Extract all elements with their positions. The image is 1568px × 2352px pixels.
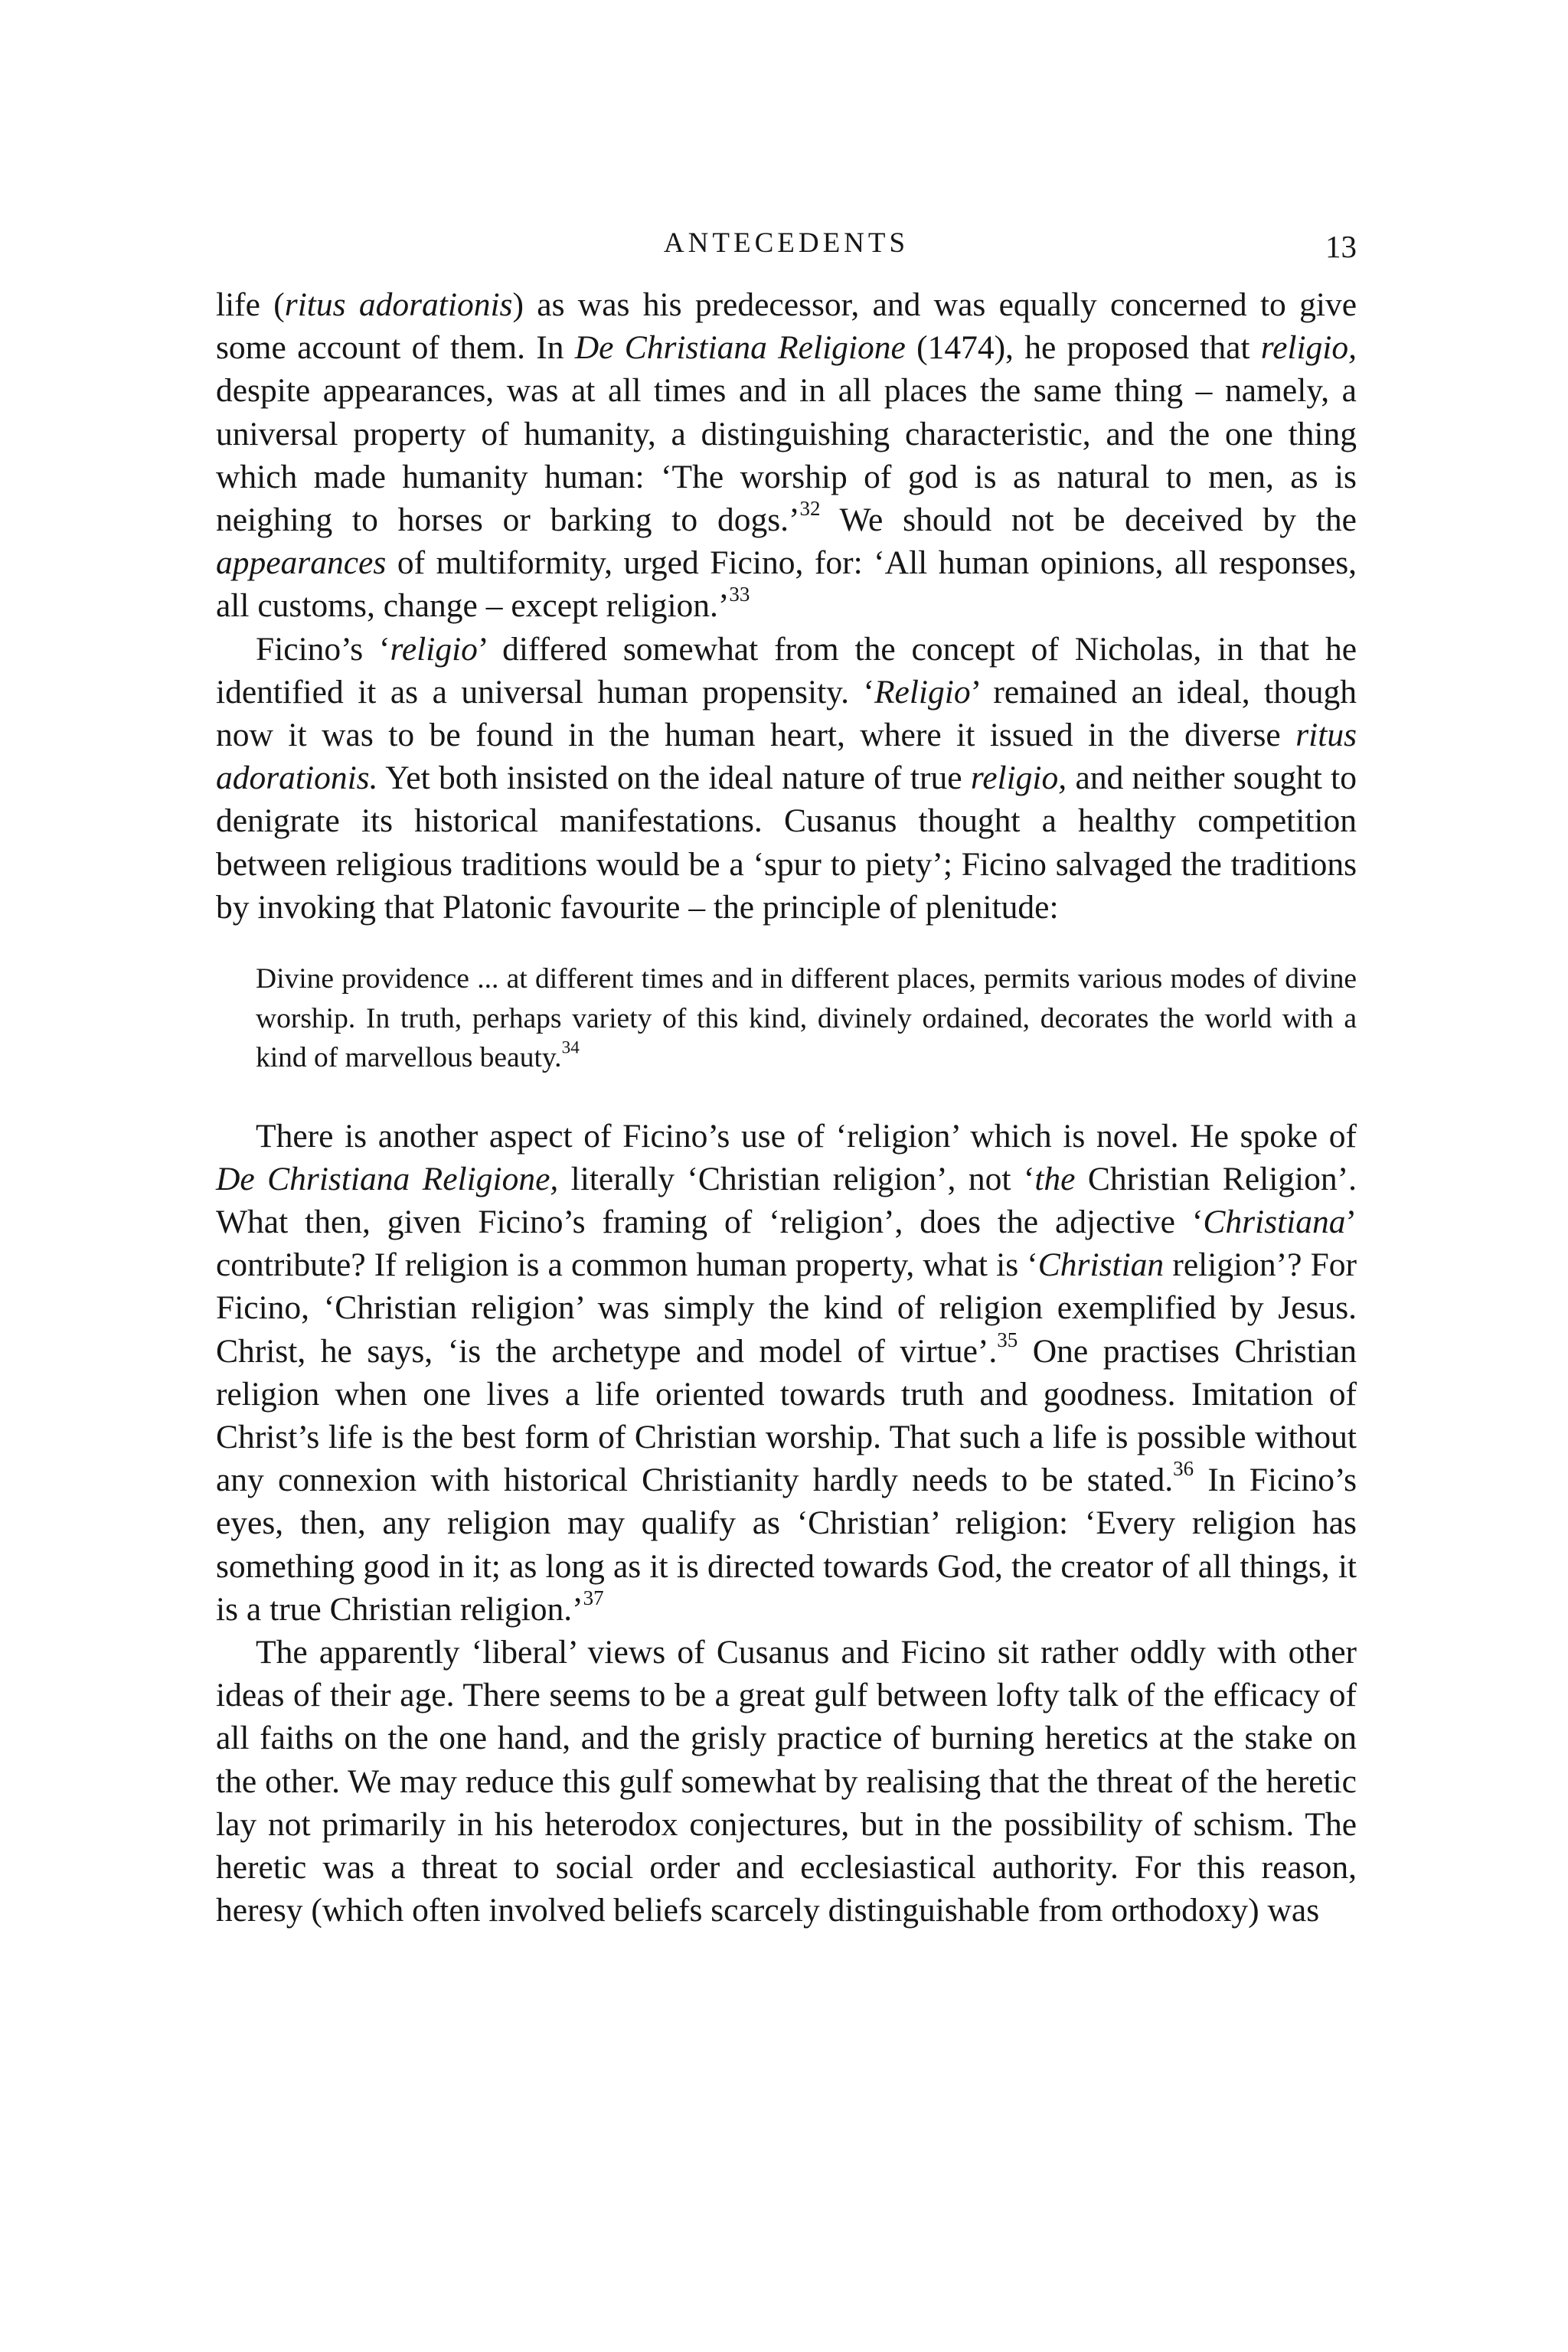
p3-text: One practises Christian religion when one lives a life oriented towards truth and goodness. Imitation of Christ’s life is the best form of Christian worship. That such a life is possible without any connexion with historical Christianity hardly needs to be stated.	[216, 1332, 1357, 1499]
p1-italic-title: De Christiana Religione	[574, 329, 906, 367]
p3-italic: Christian	[1037, 1246, 1165, 1284]
p1-text: of multiformity, urged Ficino, for: ‘All human opinions, all responses, all customs, change – except religion.’	[216, 544, 1357, 625]
quote-text: Divine providence ... at different times and in different places, permits various modes of divine worship. In truth, perhaps variety of this kind, divinely ordained, decorates the world with a kind of marvellous beauty.	[256, 963, 1357, 1074]
page-number: 13	[1325, 229, 1357, 264]
body-text	[216, 283, 1357, 1932]
p3-text: ’ contribute? If religion is a common human property, what is ‘	[216, 1203, 1357, 1284]
p2-text: and neither sought to denigrate its historical manifestations. Cusanus thought a healthy competition between religious traditions would be a ‘spur to piety’; Ficino salvaged the traditions by invoking that Platonic favourite – the principle of plenitude:	[216, 760, 1357, 926]
p1-text: (1474), he proposed that	[905, 329, 1261, 367]
p1-text: life (	[216, 286, 285, 323]
paragraph-3	[216, 1115, 1357, 1631]
footnote-ref: 37	[583, 1586, 604, 1609]
footnote-ref: 35	[997, 1328, 1018, 1351]
p1-italic: ritus adorationis	[284, 286, 513, 323]
p2-text: Yet both insisted on the ideal nature of true	[377, 760, 971, 797]
p3-italic: the	[1034, 1160, 1076, 1197]
p2-text: ’ differed somewhat from the concept of Nicholas, in that he identified it as a universal human propensity. ‘	[216, 630, 1357, 710]
p2-italic: religio,	[970, 760, 1067, 797]
p1-text: ) as was his predecessor, and was equally concerned to give some account of them. In	[216, 286, 1357, 367]
footnote-ref: 32	[799, 496, 821, 520]
p1-italic: religio,	[1260, 329, 1357, 367]
p3-text: In Ficino’s eyes, then, any religion may qualify as ‘Christian’ religion: ‘Every religion has something good in it; as long as it is directed towards God, the creator of all things, it is a true Christian religion.’	[216, 1462, 1357, 1628]
running-head: ANTECEDENTS	[663, 227, 910, 259]
p1-text: despite appearances, was at all times and in all places the same thing – namely, a universal property of humanity, a distinguishing characteristic, and the one thing which made humanity human: ‘The worship of god is as natural to men, as is neighing to horses or barking to dogs.’	[216, 372, 1357, 539]
p2-italic: Religio	[874, 673, 971, 710]
footnote-ref: 33	[729, 583, 750, 606]
p2-text: ’ remained an ideal, though now it was to be found in the human heart, where it issued in the diverse	[216, 673, 1357, 754]
p3-italic: Christiana	[1203, 1203, 1346, 1240]
block-quote	[256, 959, 1357, 1078]
p3-text: literally ‘Christian religion’, not ‘	[558, 1160, 1035, 1197]
p1-text: We should not be deceived by the	[820, 501, 1357, 539]
page-header	[216, 227, 1357, 265]
p2-text: Ficino’s ‘	[256, 630, 390, 668]
footnote-ref: 36	[1173, 1456, 1194, 1480]
p2-italic: ritus adorationis.	[216, 717, 1357, 797]
p2-italic: religio	[390, 630, 478, 668]
p3-text: Christian Religion’. What then, given Ficino’s framing of ‘religion’, does the adjective ‘	[216, 1160, 1357, 1240]
paragraph-2	[216, 628, 1357, 929]
paragraph-1	[216, 283, 1357, 628]
p3-text: religion’? For Ficino, ‘Christian religion’ was simply the kind of religion exemplified by Jesus. Christ, he says, ‘is the archetype and model of virtue’.	[216, 1246, 1357, 1370]
p3-text: There is another aspect of Ficino’s use of ‘religion’ which is novel. He spoke of	[256, 1117, 1357, 1155]
paragraph-4: The apparently ‘liberal’ views of Cusanus and Ficino sit rather oddly with other ideas of their age. There seems to be a great gulf between lofty talk of the efficacy of all faiths on the one hand, and the grisly practice of burning heretics at the stake on the other. We may reduce this gulf somewhat by realising that the threat of the heretic lay not primarily in his heterodox conjectures, but in the possibility of schism. The heretic was a threat to social order and ecclesiastical authority. For this reason, heresy (which often involved beliefs scarcely distinguishable from orthodoxy) was	[216, 1633, 1357, 1929]
p1-italic: appearances	[216, 544, 387, 582]
p3-italic-title: De Christiana Religione,	[216, 1160, 559, 1197]
footnote-ref: 34	[561, 1037, 580, 1058]
